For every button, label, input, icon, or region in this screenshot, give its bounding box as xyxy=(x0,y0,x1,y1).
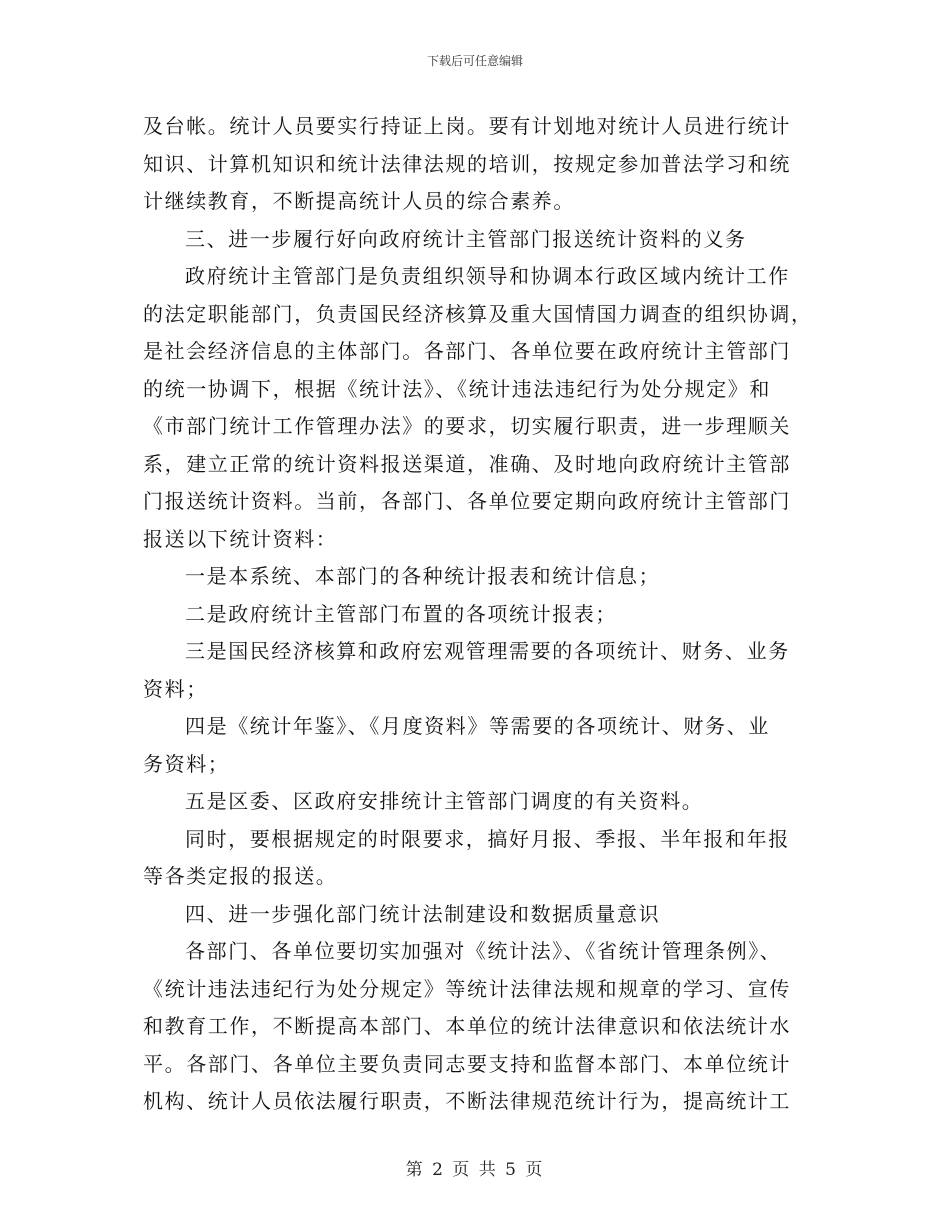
text-line: 同时，要根据规定的时限要求，搞好月报、季报、半年报和年报 xyxy=(185,826,790,851)
text-line: 的统一协调下，根据《统计法》、《统计违法违纪行为处分规定》和 xyxy=(143,376,771,401)
text-line: 平。各部门、各单位主要负责同志要支持和监督本部门、本单位统计 xyxy=(143,1051,791,1076)
text-line: 计继续教育，不断提高统计人员的综合素养。 xyxy=(143,189,575,213)
text-line: 政府统计主管部门是负责组织领导和协调本行政区域内统计工作 xyxy=(185,264,790,288)
text-line: 资料； xyxy=(143,676,208,701)
list-item: 四是《统计年鉴》、《月度资料》等需要的各项统计、财务、业 xyxy=(185,714,770,738)
list-item: 五是区委、区政府安排统计主管部门调度的有关资料。 xyxy=(185,789,704,813)
document-body xyxy=(143,108,813,1121)
list-item: 三是国民经济核算和政府宏观管理需要的各项统计、财务、业务 xyxy=(185,639,790,663)
text-line: 知识、计算机知识和统计法律法规的培训，按规定参加普法学习和统 xyxy=(143,151,791,176)
text-line: 系，建立正常的统计资料报送渠道，准确、及时地向政府统计主管部 xyxy=(143,451,791,476)
list-item: 一是本系统、本部门的各种统计报表和统计信息； xyxy=(185,564,661,588)
text-line: 门报送统计资料。当前，各部门、各单位要定期向政府统计主管部门 xyxy=(143,489,791,513)
text-line: 《统计违法违纪行为处分规定》等统计法律法规和规章的学习、宣传 xyxy=(143,976,791,1001)
text-line: 务资料； xyxy=(143,751,230,776)
text-line: 各部门、各单位要切实加强对《统计法》、《省统计管理条例》、 xyxy=(185,939,782,963)
text-line: 《市部门统计工作管理办法》的要求，切实履行职责，进一步理顺关 xyxy=(143,414,791,438)
text-line: 的法定职能部门，负责国民经济核算及重大国情国力调查的组织协调， xyxy=(143,301,813,326)
section-heading: 三、进一步履行好向政府统计主管部门报送统计资料的义务 xyxy=(185,226,747,251)
page-number: 第 2 页 共 5 页 xyxy=(405,1160,545,1180)
list-item: 二是政府统计主管部门布置的各项统计报表； xyxy=(185,601,617,626)
text-line: 和教育工作，不断提高本部门、本单位的统计法律意识和依法统计水 xyxy=(143,1014,791,1038)
page-header-note: 下载后可任意编辑 xyxy=(426,54,523,68)
text-line: 机构、统计人员依法履行职责，不断法律规范统计行为，提高统计工 xyxy=(143,1089,791,1113)
text-line: 及台帐。统计人员要实行持证上岗。要有计划地对统计人员进行统计 xyxy=(143,114,791,138)
text-line: 是社会经济信息的主体部门。各部门、各单位要在政府统计主管部门 xyxy=(143,339,791,363)
section-heading: 四、进一步强化部门统计法制建设和数据质量意识 xyxy=(185,901,661,926)
text-line: 等各类定报的报送。 xyxy=(143,864,338,888)
text-line: 报送以下统计资料： xyxy=(143,526,338,551)
